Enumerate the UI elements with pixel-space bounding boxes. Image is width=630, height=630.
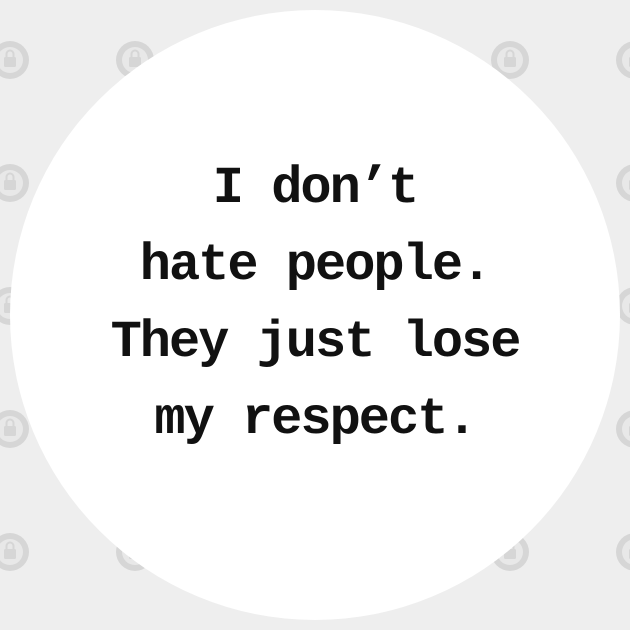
quote-line-1: I don’t bbox=[212, 159, 418, 218]
quote-line-3: They just lose bbox=[110, 313, 520, 372]
quote-line-2: hate people. bbox=[139, 236, 491, 295]
quote-text bbox=[40, 150, 590, 458]
quote-line-4: my respect. bbox=[154, 390, 476, 449]
